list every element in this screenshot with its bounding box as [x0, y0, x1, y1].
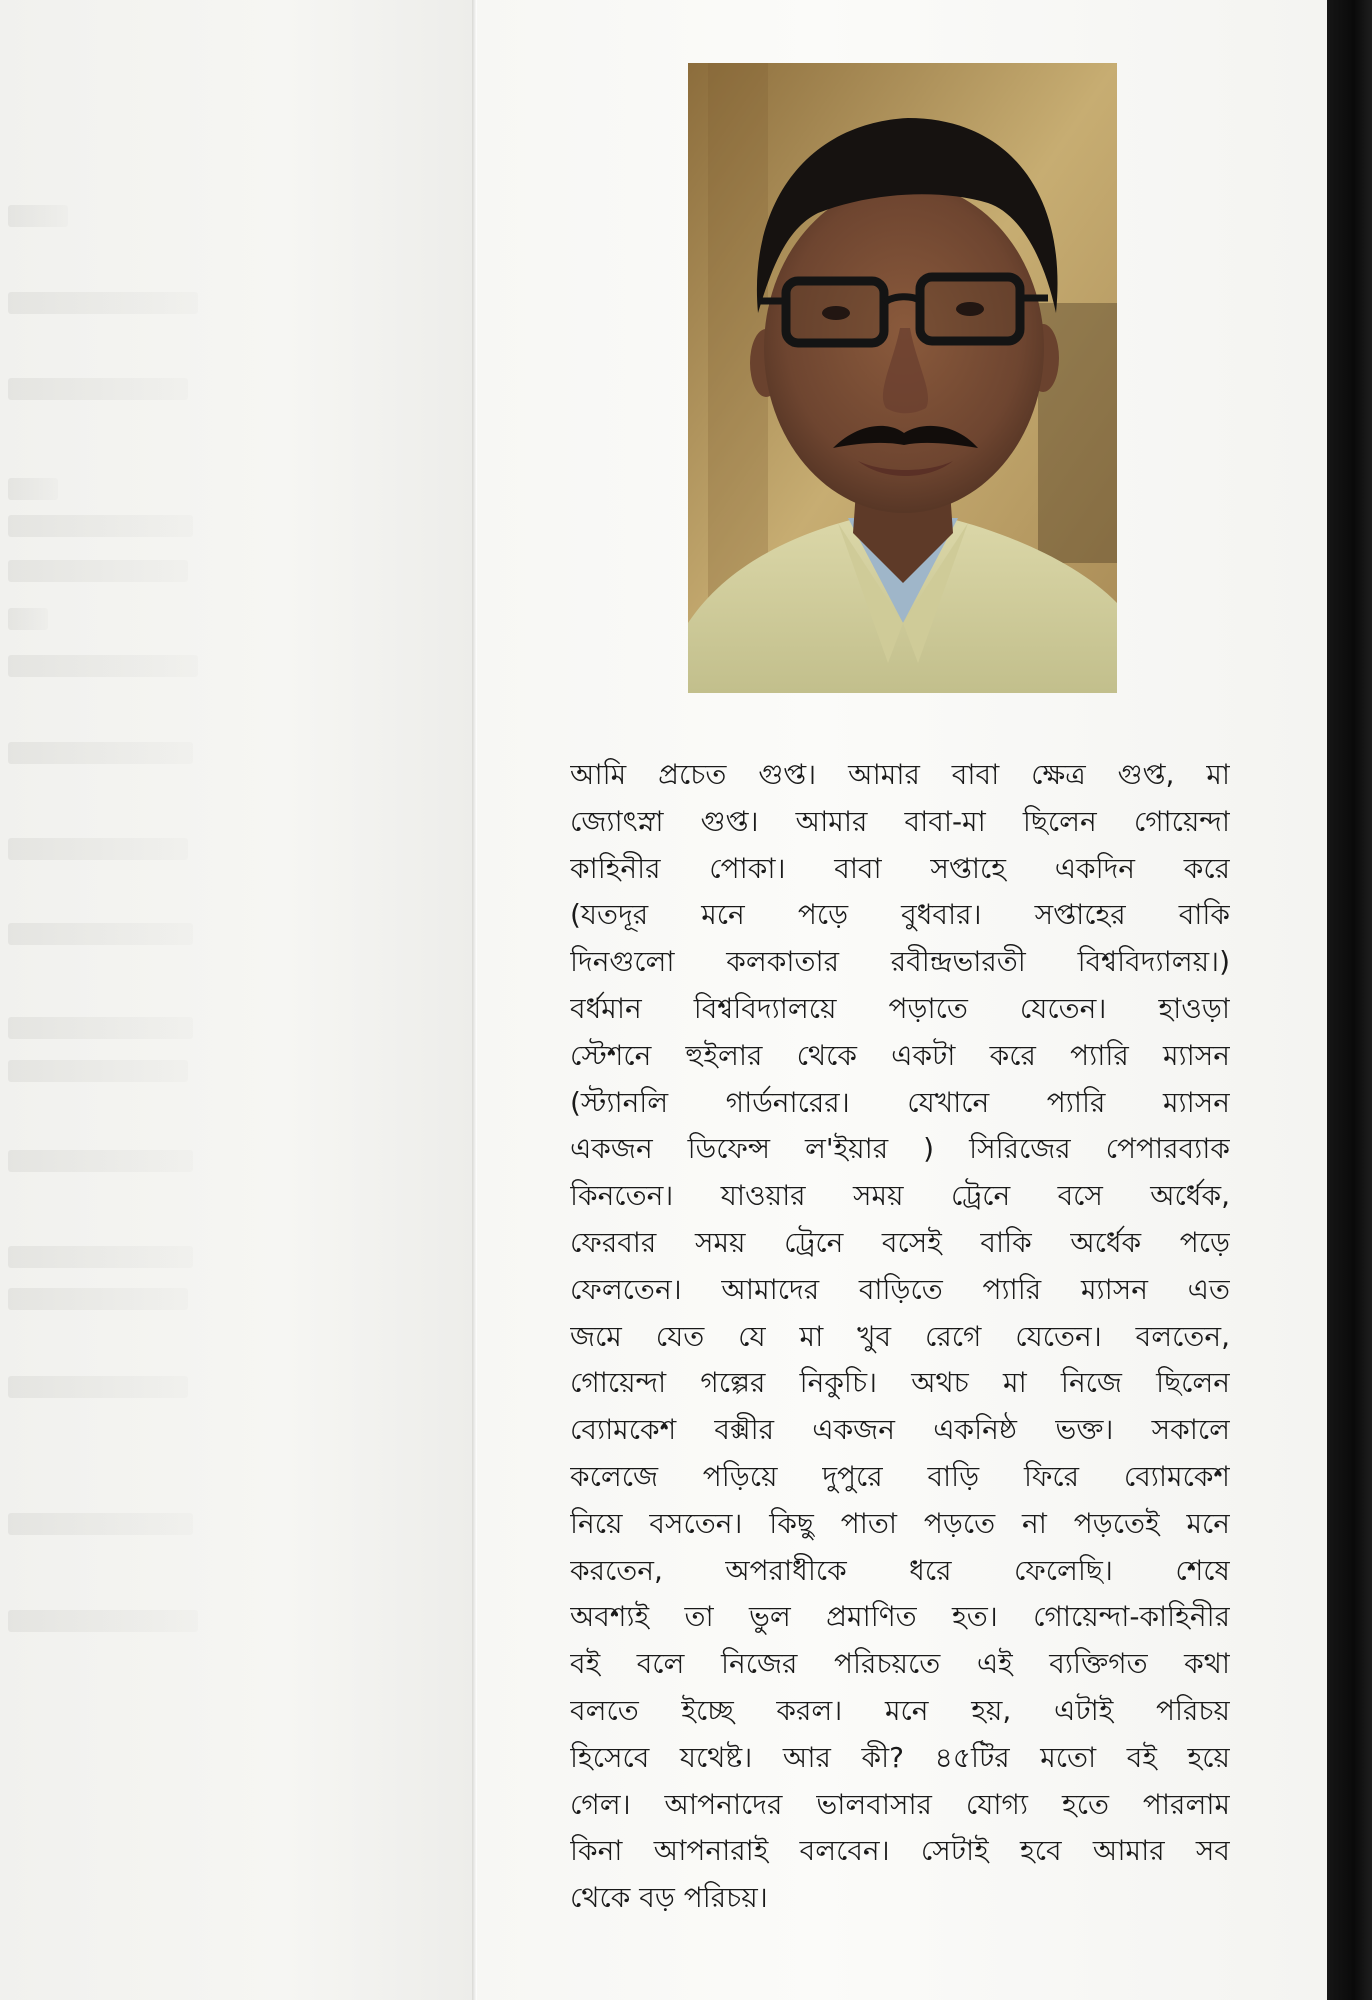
bio-line: বর্ধমান বিশ্ববিদ্যালয়ে পড়াতে যেতেন। হাওড়া — [570, 991, 1230, 1025]
author-photo — [688, 63, 1117, 693]
bio-line: জ্যোৎস্না গুপ্ত। আমার বাবা-মা ছিলেন গোয়েন্দা — [570, 804, 1230, 838]
bio-line: (স্ট্যানলি গার্ডনারের। যেখানে প্যারি ম্যাসন — [570, 1085, 1230, 1119]
bio-line: অবশ্যই তা ভুল প্রমাণিত হত। গোয়েন্দা-কাহিনীর — [570, 1600, 1230, 1634]
bleed-through-text — [8, 1246, 193, 1268]
bleed-through-text — [8, 655, 198, 677]
bleed-through-text — [8, 608, 48, 630]
book-flap — [477, 0, 1327, 2000]
book-spine-edge — [1327, 0, 1372, 2000]
bio-line: বলতে ইচ্ছে করল। মনে হয়, এটাই পরিচয় — [570, 1693, 1230, 1727]
bleed-through-text — [8, 742, 193, 764]
left-page-faded — [0, 0, 472, 2000]
bleed-through-text — [8, 838, 188, 860]
bleed-through-text — [8, 478, 58, 500]
bio-line: (যতদূর মনে পড়ে বুধবার। সপ্তাহের বাকি — [570, 898, 1230, 932]
bleed-through-text — [8, 1017, 193, 1039]
bio-line: ফেরবার সময় ট্রেনে বসেই বাকি অর্ধেক পড়ে — [570, 1225, 1230, 1259]
bio-line: হিসেবে যথেষ্ট। আর কী? ৪৫টির মতো বই হয়ে — [570, 1740, 1230, 1774]
bio-line: ফেলতেন। আমাদের বাড়িতে প্যারি ম্যাসন এত — [570, 1272, 1230, 1306]
author-bio — [570, 752, 1230, 1922]
bio-line: ব্যোমকেশ বক্সীর একজন একনিষ্ঠ ভক্ত। সকালে — [570, 1413, 1230, 1447]
bio-line: আমি প্রচেত গুপ্ত। আমার বাবা ক্ষেত্র গুপ্ত, মা — [570, 758, 1230, 791]
bio-line: গোয়েন্দা গল্পের নিকুচি। অথচ মা নিজে ছিলেন — [570, 1366, 1230, 1400]
bleed-through-text — [8, 923, 193, 945]
bleed-through-text — [8, 1376, 188, 1398]
bio-line: গেল। আপনাদের ভালবাসার যোগ্য হতে পারলাম — [570, 1787, 1230, 1821]
bio-line: কলেজে পড়িয়ে দুপুরে বাড়ি ফিরে ব্যোমকেশ — [570, 1459, 1230, 1493]
bleed-through-text — [8, 560, 188, 582]
bio-line: বই বলে নিজের পরিচয়তে এই ব্যক্তিগত কথা — [570, 1647, 1230, 1681]
bleed-through-text — [8, 1610, 198, 1632]
bio-line: দিনগুলো কলকাতার রবীন্দ্রভারতী বিশ্ববিদ্যালয়।) — [570, 945, 1230, 979]
bio-line: নিয়ে বসতেন। কিছু পাতা পড়তে না পড়তেই মনে — [570, 1506, 1230, 1540]
bleed-through-text — [8, 515, 193, 537]
bleed-through-text — [8, 1060, 188, 1082]
bleed-through-text — [8, 292, 198, 314]
bio-line: কিনা আপনারাই বলবেন। সেটাই হবে আমার সব — [570, 1834, 1230, 1868]
author-portrait-illustration — [688, 63, 1117, 693]
bio-line: একজন ডিফেন্স ল'ইয়ার ) সিরিজের পেপারব্যাক — [570, 1132, 1230, 1166]
bleed-through-text — [8, 1288, 188, 1310]
bio-line: থেকে বড় পরিচয়। — [570, 1881, 768, 1915]
bio-line: করতেন, অপরাধীকে ধরে ফেলেছি। শেষে — [570, 1553, 1230, 1587]
bio-line: জমে যেত যে মা খুব রেগে যেতেন। বলতেন, — [570, 1319, 1230, 1353]
bleed-through-text — [8, 1150, 193, 1172]
bio-line: কিনতেন। যাওয়ার সময় ট্রেনে বসে অর্ধেক, — [570, 1179, 1230, 1213]
bio-line: স্টেশনে হুইলার থেকে একটা করে প্যারি ম্যাসন — [570, 1038, 1230, 1072]
bleed-through-text — [8, 1513, 193, 1535]
bio-line: কাহিনীর পোকা। বাবা সপ্তাহে একদিন করে — [570, 851, 1230, 885]
bleed-through-text — [8, 378, 188, 400]
bleed-through-text — [8, 205, 68, 227]
